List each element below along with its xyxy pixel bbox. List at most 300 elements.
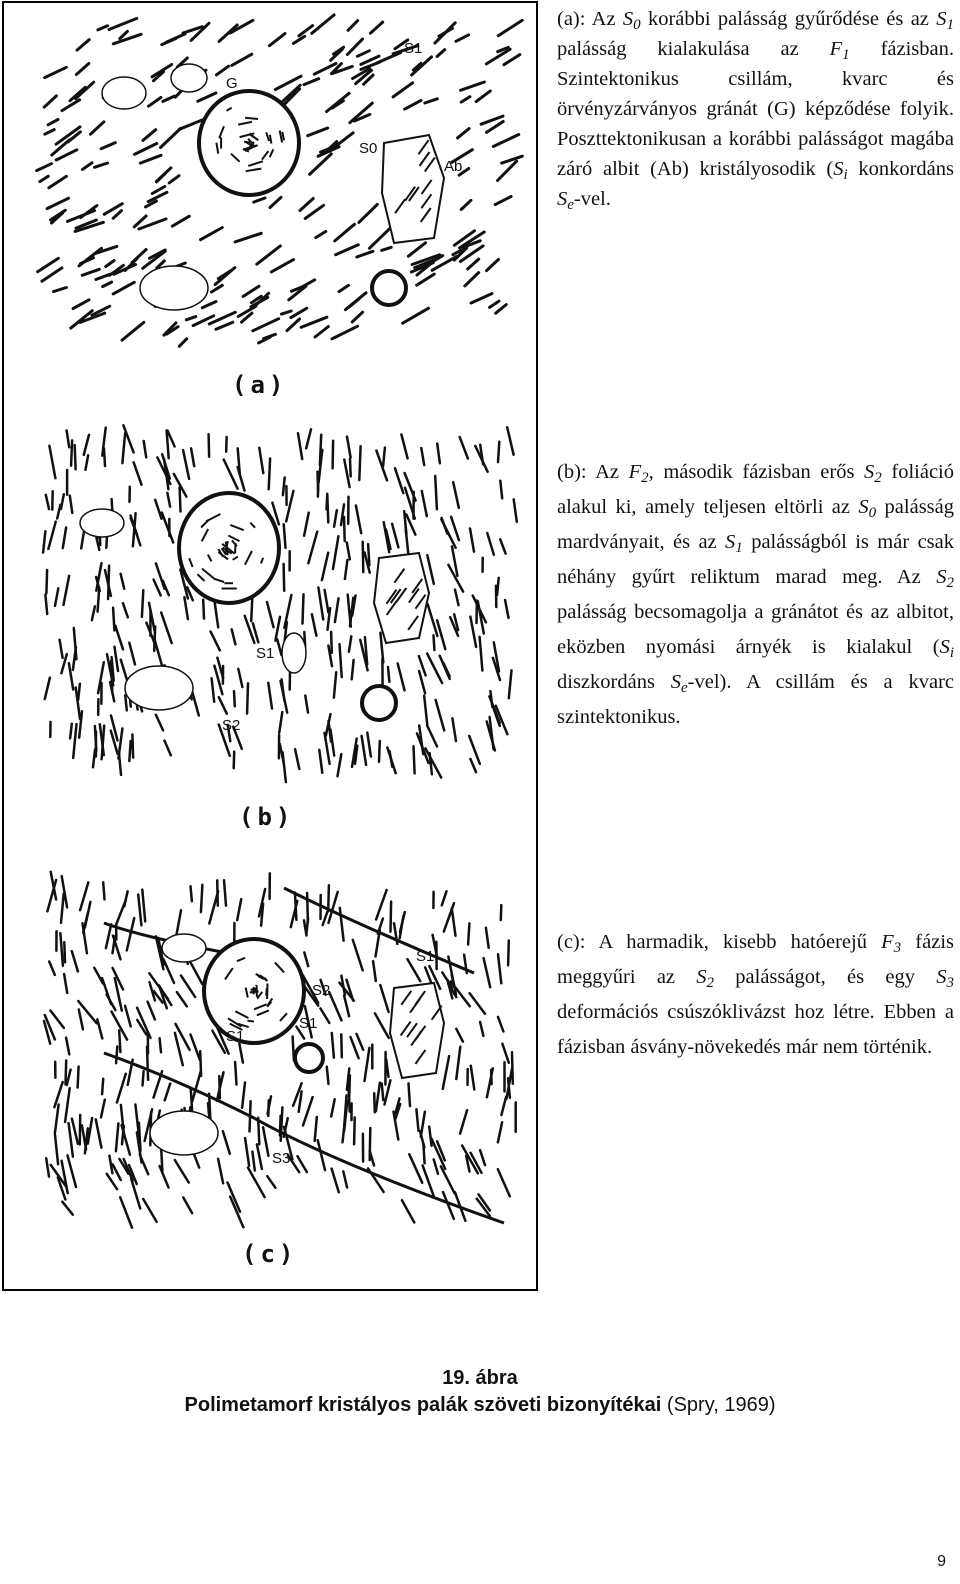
foliation-stroke: [113, 1164, 121, 1180]
foliation-stroke: [140, 1155, 148, 1175]
foliation-stroke: [340, 644, 342, 677]
foliation-stroke: [119, 1030, 120, 1052]
foliation-stroke: [480, 445, 483, 464]
foliation-stroke: [487, 533, 494, 555]
foliation-stroke: [299, 1091, 302, 1111]
foliation-stroke: [340, 908, 344, 941]
foliation-stroke: [257, 1144, 262, 1169]
foliation-stroke: [181, 976, 195, 997]
foliation-stroke: [295, 749, 299, 769]
foliation-stroke: [501, 905, 502, 920]
label-S1: S1: [256, 645, 275, 662]
grain: [80, 509, 124, 537]
foliation-stroke: [138, 895, 141, 926]
foliation-stroke: [435, 23, 455, 43]
foliation-stroke: [140, 155, 161, 163]
foliation-stroke: [487, 259, 499, 270]
foliation-stroke: [160, 1166, 169, 1188]
foliation-stroke: [183, 450, 189, 479]
foliation-stroke: [115, 626, 123, 650]
foliation-stroke: [388, 667, 389, 682]
foliation-stroke: [235, 233, 261, 242]
foliation-stroke: [60, 933, 63, 965]
foliation-stroke: [356, 506, 361, 534]
foliation-stroke: [370, 22, 382, 33]
foliation-stroke: [201, 885, 203, 912]
foliation-stroke: [409, 1083, 411, 1106]
foliation-stroke: [104, 448, 105, 466]
foliation-stroke: [392, 524, 398, 548]
foliation-stroke: [38, 258, 59, 271]
foliation-stroke: [179, 339, 186, 347]
foliation-stroke: [135, 144, 157, 155]
foliation-stroke: [330, 133, 353, 151]
foliation-stroke: [116, 1047, 117, 1064]
foliation-stroke: [154, 580, 161, 596]
foliation-stroke: [61, 894, 64, 923]
small-garnet: [362, 686, 396, 720]
foliation-stroke: [238, 306, 256, 316]
foliation-stroke: [183, 1198, 192, 1214]
foliation-stroke: [120, 1197, 132, 1227]
foliation-stroke: [46, 1158, 49, 1176]
foliation-stroke: [103, 882, 104, 899]
foliation-stroke: [328, 885, 329, 911]
foliation-stroke: [224, 460, 238, 489]
foliation-stroke: [45, 678, 50, 699]
foliation-stroke: [259, 448, 263, 473]
foliation-stroke: [427, 725, 437, 746]
foliation-stroke: [300, 199, 313, 211]
foliation-stroke: [267, 1176, 275, 1188]
foliation-stroke: [335, 224, 355, 241]
foliation-stroke: [283, 752, 286, 782]
foliation-stroke: [279, 712, 282, 733]
foliation-stroke: [209, 434, 210, 457]
foliation-stroke: [254, 198, 265, 202]
foliation-stroke: [55, 588, 58, 606]
panel-b-label: (b): [239, 803, 295, 831]
foliation-stroke: [338, 754, 342, 776]
foliation-stroke: [344, 517, 345, 541]
foliation-stroke: [86, 455, 89, 469]
foliation-stroke: [291, 308, 307, 317]
foliation-stroke: [219, 697, 227, 714]
foliation-stroke: [91, 122, 104, 134]
foliation-stroke: [318, 588, 323, 620]
foliation-stroke: [177, 992, 187, 1006]
foliation-stroke: [75, 445, 76, 469]
foliation-stroke: [191, 1090, 192, 1111]
foliation-stroke: [498, 442, 499, 462]
foliation-stroke: [98, 588, 100, 612]
grain: [162, 934, 206, 962]
caption-c: (c): A harmadik, kisebb hatóerejű $F_3$ fázis meggyűri az $S_2$ palásságot, és egy $S_3$ deformációs csúszóklivázst hoz létre. Ebben a fázisban ásvány-növekedés már nem történik.: [557, 931, 954, 1058]
foliation-stroke: [203, 600, 204, 619]
foliation-stroke: [401, 435, 407, 459]
foliation-stroke: [315, 327, 328, 338]
foliation-stroke: [442, 518, 448, 534]
foliation-stroke: [264, 334, 276, 338]
foliation-stroke: [352, 312, 362, 322]
foliation-stroke: [348, 595, 351, 627]
panel-b-sketch: [4, 418, 536, 848]
foliation-stroke: [412, 57, 432, 75]
foliation-stroke: [365, 1048, 370, 1081]
foliation-stroke: [271, 260, 293, 272]
foliation-stroke: [369, 229, 389, 248]
foliation-stroke: [277, 639, 281, 655]
foliation-stroke: [253, 319, 279, 331]
foliation-stroke: [325, 733, 330, 764]
foliation-stroke: [455, 590, 459, 606]
foliation-stroke: [470, 759, 476, 772]
foliation-stroke: [422, 491, 427, 516]
foliation-stroke: [283, 478, 285, 496]
label-S1: S1: [416, 948, 435, 965]
foliation-stroke: [299, 26, 313, 36]
foliation-stroke: [263, 1127, 268, 1156]
panel-a-label: (a): [232, 371, 288, 399]
foliation-stroke: [245, 616, 255, 643]
foliation-stroke: [198, 93, 216, 101]
foliation-stroke: [352, 660, 354, 679]
foliation-stroke: [471, 1066, 475, 1090]
foliation-stroke: [144, 441, 147, 457]
foliation-stroke: [218, 1159, 223, 1183]
foliation-stroke: [134, 216, 146, 227]
foliation-stroke: [129, 741, 130, 761]
foliation-stroke: [318, 1140, 325, 1170]
label-S1: S1: [404, 40, 423, 57]
foliation-stroke: [48, 120, 58, 125]
foliation-stroke: [129, 643, 135, 665]
foliation-stroke: [332, 1033, 334, 1058]
foliation-stroke: [156, 715, 163, 731]
foliation-stroke: [96, 1119, 102, 1147]
foliation-stroke: [333, 536, 338, 569]
foliation-stroke: [267, 602, 274, 627]
foliation-stroke: [376, 1083, 380, 1112]
foliation-stroke: [232, 54, 252, 65]
panel-a-sketch: [4, 3, 536, 413]
foliation-stroke: [122, 322, 144, 340]
foliation-stroke: [333, 441, 334, 469]
foliation-stroke: [357, 51, 369, 57]
foliation-stroke: [143, 251, 165, 268]
foliation-stroke: [257, 246, 281, 264]
foliation-stroke: [40, 176, 49, 181]
foliation-stroke: [460, 1110, 467, 1134]
foliation-stroke: [109, 18, 137, 29]
foliation-stroke: [323, 911, 328, 925]
figure-frame: [2, 1, 538, 1291]
foliation-stroke: [465, 273, 479, 286]
foliation-stroke: [234, 691, 235, 706]
figure-title-bold: Polimetamorf kristályos palák szöveti bizonyítékai: [184, 1394, 662, 1416]
foliation-stroke: [106, 261, 114, 267]
foliation-stroke: [304, 513, 309, 536]
foliation-stroke: [191, 886, 192, 901]
foliation-stroke: [216, 66, 228, 75]
foliation-stroke: [61, 494, 64, 509]
foliation-stroke: [172, 216, 189, 226]
foliation-stroke: [351, 1037, 359, 1058]
foliation-stroke: [212, 678, 215, 702]
label-Ab: Ab: [444, 158, 463, 175]
foliation-stroke: [347, 543, 350, 560]
foliation-stroke: [162, 513, 173, 543]
foliation-stroke: [437, 444, 440, 464]
foliation-stroke: [191, 23, 209, 40]
foliation-stroke: [284, 564, 285, 591]
foliation-stroke: [107, 1174, 117, 1189]
foliation-stroke: [498, 161, 517, 180]
label-S2: S2: [312, 982, 331, 999]
foliation-stroke: [339, 285, 349, 291]
figure-title: [0, 1394, 960, 1417]
foliation-stroke: [376, 890, 387, 920]
foliation-stroke: [127, 918, 134, 950]
foliation-stroke: [480, 1022, 483, 1036]
foliation-stroke: [349, 299, 359, 307]
foliation-stroke: [414, 746, 415, 773]
foliation-stroke: [480, 637, 483, 671]
foliation-stroke: [76, 64, 88, 75]
panel-a-drawing: [4, 3, 536, 413]
foliation-stroke: [484, 958, 491, 987]
foliation-stroke: [452, 909, 456, 936]
foliation-stroke: [152, 187, 165, 194]
foliation-stroke: [125, 1006, 131, 1027]
foliation-stroke: [502, 156, 523, 163]
foliation-stroke: [374, 1093, 375, 1112]
foliation-stroke: [368, 544, 369, 565]
foliation-stroke: [327, 93, 350, 111]
foliation-stroke: [37, 164, 52, 171]
foliation-stroke: [164, 959, 175, 983]
foliation-stroke: [143, 1199, 157, 1222]
foliation-stroke: [332, 326, 358, 339]
foliation-stroke: [350, 459, 351, 477]
foliation-stroke: [416, 1109, 418, 1130]
foliation-stroke: [92, 606, 95, 620]
foliation-stroke: [306, 429, 311, 448]
foliation-stroke: [268, 683, 272, 709]
foliation-stroke: [123, 603, 128, 617]
foliation-stroke: [95, 163, 108, 167]
foliation-stroke: [379, 741, 380, 762]
foliation-stroke: [62, 1202, 73, 1215]
foliation-stroke: [64, 974, 67, 993]
foliation-stroke: [71, 440, 72, 465]
foliation-stroke: [73, 300, 89, 309]
foliation-stroke: [54, 288, 67, 292]
foliation-stroke: [102, 1079, 103, 1094]
foliation-stroke: [452, 718, 456, 741]
foliation-stroke: [341, 976, 345, 995]
foliation-stroke: [115, 647, 119, 671]
foliation-stroke: [132, 735, 133, 758]
foliation-stroke: [113, 282, 134, 294]
foliation-stroke: [305, 696, 308, 713]
grain: [282, 633, 306, 673]
foliation-stroke: [424, 696, 427, 725]
caption-a: (a): Az $S_0$ korábbi palásság gyűrődése és az $S_1$ palásság kialakulása az $F_1$ fázisban. Szintektonikus csillám, kvarc és örvényzárványos gránát (G) képződése folyik. Poszttektonikusan a korábbi palásságot magába záró albit (Ab) kristályosodik ($S_i$ konkordáns $S_e$-vel.: [557, 8, 954, 213]
grain: [140, 266, 208, 310]
caption-b: (b): Az $F_2$, második fázisban erős $S_2$ foliáció alakul ki, amely teljesen eltörli az $S_0$ palásság mardványait, és az $S_1$ palásságból is már csak néhány gyűrt reliktum marad meg. Az $S_2$ palásság becsomagolja a gránátot és az albitot, eközben nyomási árnyék is kialakul ($S_i$ diszkordáns $S_e-vel$). A csillám és a kvarc szintektonikus.: [557, 461, 955, 728]
foliation-stroke: [393, 83, 413, 97]
foliation-stroke: [160, 1038, 161, 1052]
grain: [150, 1111, 218, 1155]
foliation-stroke: [437, 620, 445, 649]
foliation-stroke: [72, 951, 78, 971]
foliation-stroke: [189, 960, 202, 984]
foliation-stroke: [434, 635, 435, 650]
foliation-stroke: [216, 322, 233, 329]
foliation-stroke: [380, 985, 388, 1012]
foliation-stroke: [192, 1072, 200, 1102]
foliation-stroke: [247, 683, 248, 713]
foliation-stroke: [80, 882, 88, 910]
foliation-stroke: [421, 1112, 425, 1137]
label-S1: S1: [299, 1015, 318, 1032]
foliation-stroke: [237, 899, 241, 920]
foliation-stroke: [490, 301, 499, 307]
foliation-stroke: [341, 1034, 342, 1057]
page-number: 9: [937, 1553, 946, 1570]
foliation-stroke: [48, 522, 55, 549]
foliation-stroke: [243, 286, 259, 296]
foliation-stroke: [55, 1135, 58, 1165]
foliation-stroke: [383, 448, 385, 467]
foliation-stroke: [303, 1097, 313, 1125]
foliation-stroke: [349, 636, 351, 651]
foliation-stroke: [441, 1166, 455, 1193]
foliation-stroke: [310, 154, 332, 175]
foliation-stroke: [334, 672, 336, 697]
foliation-stroke: [304, 79, 319, 85]
foliation-stroke: [327, 495, 328, 522]
foliation-stroke: [287, 319, 300, 331]
foliation-stroke: [362, 736, 367, 765]
foliation-stroke: [359, 446, 360, 480]
foliation-stroke: [456, 1029, 463, 1042]
foliation-stroke: [201, 228, 223, 240]
foliation-stroke: [186, 317, 196, 320]
foliation-stroke: [143, 1071, 144, 1085]
foliation-stroke: [234, 752, 235, 769]
foliation-stroke: [498, 20, 522, 35]
foliation-stroke: [344, 460, 349, 487]
foliation-stroke: [47, 198, 69, 208]
albite-crystal: [374, 553, 429, 643]
foliation-stroke: [42, 268, 62, 281]
foliation-stroke: [423, 1165, 434, 1196]
foliation-stroke: [442, 891, 447, 905]
foliation-stroke: [425, 99, 437, 103]
foliation-stroke: [43, 531, 45, 552]
foliation-stroke: [269, 34, 285, 46]
label-S0: S0: [359, 140, 378, 157]
foliation-stroke: [421, 448, 424, 465]
foliation-stroke: [113, 211, 121, 219]
panel-c-label: (c): [242, 1240, 298, 1268]
grain: [171, 64, 207, 92]
foliation-stroke: [175, 1160, 189, 1182]
foliation-stroke: [49, 962, 55, 975]
foliation-stroke: [332, 1169, 339, 1193]
foliation-stroke: [468, 923, 469, 944]
foliation-stroke: [493, 135, 519, 147]
foliation-stroke: [353, 940, 363, 971]
panel-c-drawing: [4, 863, 536, 1288]
foliation-stroke: [191, 448, 194, 466]
foliation-stroke: [470, 529, 474, 552]
foliation-stroke: [49, 446, 55, 478]
foliation-stroke: [56, 150, 77, 160]
foliation-stroke: [101, 143, 115, 149]
foliation-stroke: [298, 433, 302, 459]
foliation-stroke: [434, 1159, 438, 1173]
figure-citation: (Spry, 1969): [661, 1394, 776, 1416]
foliation-stroke: [49, 176, 67, 188]
foliation-stroke: [45, 595, 47, 614]
foliation-stroke: [508, 941, 509, 966]
foliation-stroke: [408, 243, 425, 256]
foliation-stroke: [209, 891, 218, 923]
foliation-stroke: [95, 726, 96, 751]
foliation-stroke: [176, 910, 181, 937]
foliation-stroke: [461, 97, 470, 102]
foliation-stroke: [219, 25, 237, 42]
foliation-stroke: [85, 902, 91, 928]
foliation-stroke: [461, 82, 485, 90]
foliation-stroke: [78, 684, 80, 700]
foliation-stroke: [308, 532, 317, 564]
foliation-stroke: [66, 1038, 69, 1055]
foliation-stroke: [375, 1013, 389, 1038]
panel-c-sketch: [4, 863, 536, 1288]
foliation-stroke: [242, 1083, 245, 1108]
inclusion-trail: [250, 992, 259, 993]
foliation-stroke: [82, 163, 92, 170]
foliation-stroke: [245, 1138, 249, 1166]
foliation-stroke: [398, 664, 405, 691]
foliation-stroke: [435, 476, 437, 509]
foliation-stroke: [55, 1105, 59, 1134]
foliation-stroke: [113, 34, 141, 44]
foliation-stroke: [480, 1150, 485, 1165]
foliation-stroke: [507, 427, 513, 454]
foliation-stroke: [315, 1117, 317, 1141]
foliation-stroke: [305, 205, 323, 218]
foliation-stroke: [505, 600, 508, 618]
foliation-stroke: [68, 211, 95, 222]
foliation-stroke: [456, 1047, 460, 1079]
foliation-stroke: [45, 67, 67, 77]
foliation-stroke: [294, 36, 305, 43]
foliation-stroke: [468, 259, 479, 269]
foliation-stroke: [437, 50, 445, 57]
foliation-stroke: [436, 700, 445, 731]
foliation-stroke: [238, 669, 242, 687]
panel-b-drawing: [4, 418, 536, 848]
foliation-stroke: [200, 1051, 201, 1076]
foliation-stroke: [498, 1169, 510, 1196]
foliation-stroke: [451, 517, 459, 540]
grain: [125, 666, 193, 710]
